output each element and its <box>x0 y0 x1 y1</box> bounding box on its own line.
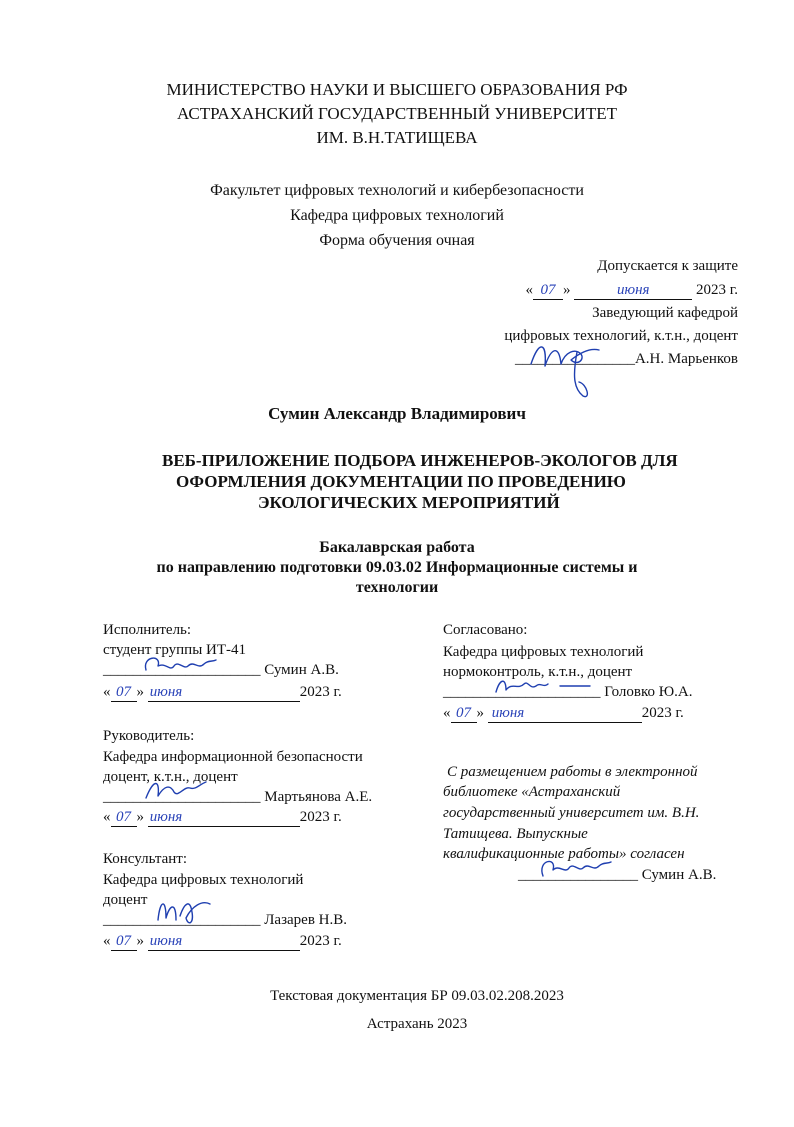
work-type-line2: по направлению подготовки 09.03.02 Информационные системы и <box>156 559 638 576</box>
study-form-line: Форма обучения очная <box>319 232 475 249</box>
executor-name: Сумин А.В. <box>264 662 339 678</box>
approval-year: 2023 г. <box>641 705 684 721</box>
supervisor-sign-line: _____________________ <box>103 789 261 805</box>
supervisor-year: 2023 г. <box>299 809 342 825</box>
author-name: Сумин Александр Владимирович <box>268 404 526 423</box>
consultant-department: Кафедра цифровых технологий <box>103 872 304 888</box>
library-consent-line5: квалификационные работы» согласен <box>443 846 685 862</box>
approval-sign-line: _____________________ <box>443 684 601 700</box>
faculty-line: Факультет цифровых технологий и кибербезопасности <box>210 182 584 199</box>
consultant-position: доцент <box>103 892 148 908</box>
university-name-line: ИМ. В.Н.ТАТИЩЕВА <box>316 128 478 147</box>
library-consent-line4: Татищева. Выпускные <box>443 826 588 842</box>
head-sign-underline: ________________ <box>514 351 635 367</box>
date-close-quote: » <box>563 282 571 298</box>
head-signature-line <box>515 351 738 368</box>
library-consent-line3: государственный университет им. В.Н. <box>443 805 700 821</box>
executor-year: 2023 г. <box>299 684 342 700</box>
executor-group: студент группы ИТ-41 <box>103 642 247 658</box>
consultant-sign-row <box>103 912 347 929</box>
supervisor-name: Мартьянова А.Е. <box>264 789 373 805</box>
head-position: цифровых технологий, к.т.н., доцент <box>504 328 738 344</box>
head-name: А.Н. Марьенков <box>634 351 738 367</box>
work-title-line2: ОФОРМЛЕНИЯ ДОКУМЕНТАЦИИ ПО ПРОВЕДЕНИЮ <box>176 472 626 491</box>
approval-sign-row <box>443 684 693 701</box>
supervisor-role: Руководитель: <box>103 728 195 744</box>
work-type-line1: Бакалаврская работа <box>319 539 475 556</box>
ministry-line: МИНИСТЕРСТВО НАУКИ И ВЫСШЕГО ОБРАЗОВАНИЯ РФ <box>166 80 628 99</box>
executor-date-row: « 07 » июня 2023 г. <box>103 684 342 700</box>
work-type-line3: технологии <box>355 579 439 596</box>
admission-date <box>526 282 738 300</box>
consultant-month: июня <box>149 933 183 949</box>
consultant-day: 07 <box>116 933 131 949</box>
approval-department: Кафедра цифровых технологий <box>443 644 644 660</box>
work-title-line3: ЭКОЛОГИЧЕСКИХ МЕРОПРИЯТИЙ <box>258 493 560 512</box>
supervisor-department: Кафедра информационной безопасности <box>103 749 363 765</box>
admission-month: июня <box>574 282 692 300</box>
library-consent-line1: С размещением работы в электронной <box>447 764 698 780</box>
approval-date-row: « 07 » июня 2023 г. <box>443 705 684 721</box>
supervisor-day: 07 <box>116 809 131 825</box>
approval-name: Головко Ю.А. <box>604 684 693 700</box>
library-consent-name: Сумин А.В. <box>641 867 717 883</box>
head-title: Заведующий кафедрой <box>592 305 738 321</box>
supervisor-sign-row <box>103 789 372 806</box>
approval-day: 07 <box>456 705 471 721</box>
library-consent-line2: библиотеке «Астраханский <box>443 784 621 800</box>
approval-month: июня <box>491 705 525 721</box>
consultant-role: Консультант: <box>103 851 187 867</box>
approval-position: нормоконтроль, к.т.н., доцент <box>443 664 633 680</box>
department-line: Кафедра цифровых технологий <box>290 207 504 224</box>
admission-year: 2023 г. <box>696 282 738 298</box>
university-line: АСТРАХАНСКИЙ ГОСУДАРСТВЕННЫЙ УНИВЕРСИТЕТ <box>177 104 617 123</box>
supervisor-date-row: « 07 » июня 2023 г. <box>103 809 342 825</box>
admission-day: 07 <box>533 282 563 300</box>
supervisor-position: доцент, к.т.н., доцент <box>103 769 238 785</box>
admission-title: Допускается к защите <box>597 258 738 274</box>
library-consent-sign-line: ________________ <box>518 867 638 883</box>
library-consent-sign-row <box>518 867 716 884</box>
work-title-line1: ВЕБ-ПРИЛОЖЕНИЕ ПОДБОРА ИНЖЕНЕРОВ-ЭКОЛОГОВ ДЛЯ <box>162 451 678 470</box>
consultant-date-row: « 07 » июня 2023 г. <box>103 933 342 949</box>
consultant-name: Лазарев Н.В. <box>264 912 347 928</box>
consultant-sign-line: _____________________ <box>103 912 261 928</box>
executor-sign-line: _____________________ <box>103 662 261 678</box>
consultant-year: 2023 г. <box>299 933 342 949</box>
executor-day: 07 <box>116 684 131 700</box>
document-code: Текстовая документация БР 09.03.02.208.2023 <box>270 988 564 1004</box>
supervisor-month: июня <box>149 809 183 825</box>
approval-role: Согласовано: <box>443 622 528 638</box>
executor-role: Исполнитель: <box>103 622 192 638</box>
city-year: Астрахань 2023 <box>366 1016 468 1032</box>
date-open-quote: « <box>525 282 534 298</box>
executor-month: июня <box>149 684 183 700</box>
executor-sign-row <box>103 662 339 679</box>
